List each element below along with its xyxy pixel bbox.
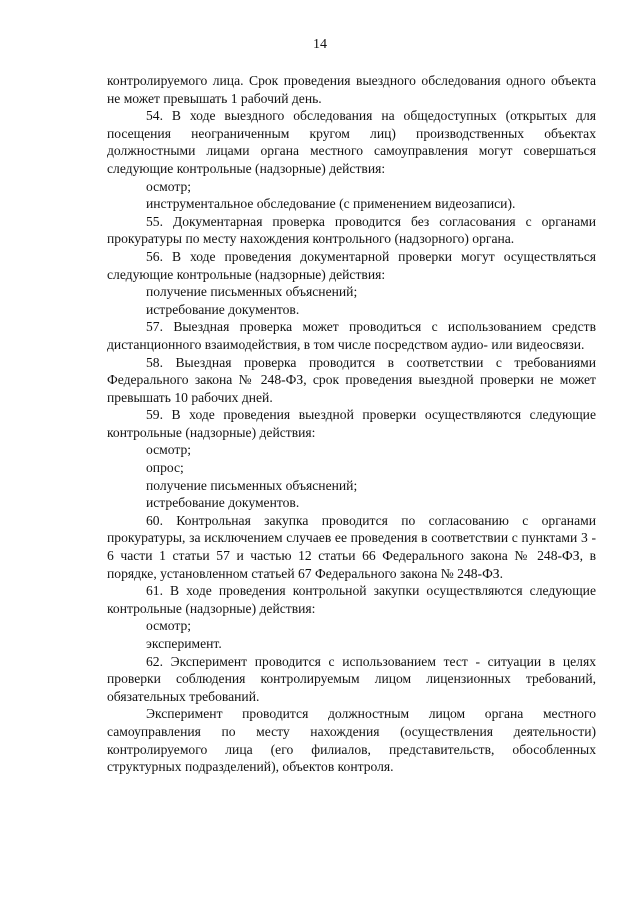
paragraph-62-experiment-location: Эксперимент проводится должностным лицом органа местного самоуправления по месту нахождения (осуществления деятельности) контролируемого лица (его филиалов, представительств, обособленных структурных подразделений), объектов контроля. <box>107 706 596 775</box>
paragraph-59: 59. В ходе проведения выездной проверки осуществляются следующие контрольные (надзорные) действия: <box>107 407 596 440</box>
list-item: истребование документов. <box>146 495 300 511</box>
paragraph-60: 60. Контрольная закупка проводится по согласованию с органами прокуратуры, за исключением случаев ее проведения в соответствии с пунктами 3 - 6 части 1 статьи 57 и частью 12 статьи 66 Федерального закона № 248-ФЗ, в порядке, установленном статьей 67 Федерального закона № 248-ФЗ. <box>107 512 596 581</box>
list-item: получение письменных объяснений; <box>146 477 358 493</box>
paragraph-56: 56. В ходе проведения документарной проверки могут осуществляться следующие контрольные (надзорные) действия: <box>107 248 596 282</box>
paragraph-54: 54. В ходе выездного обследования на общедоступных (открытых для посещения неограниченным кругом лиц) производственных объектах должностными лицами органа местного самоуправления могут совершаться следующие контрольные (надзорные) действия: <box>107 108 596 176</box>
list-item: осмотр; <box>146 618 192 634</box>
list-item: эксперимент. <box>146 636 222 651</box>
list-item: осмотр; <box>146 442 192 458</box>
paragraph-55: 55. Документарная проверка проводится без согласования с органами прокуратуры по месту нахождения контрольного (надзорного) органа. <box>107 213 596 247</box>
list-item: осмотр; <box>146 178 192 194</box>
list-item: получение письменных объяснений; <box>146 284 358 300</box>
paragraph-57: 57. Выездная проверка может проводиться с использованием средств дистанционного взаимодействия, в том числе посредством аудио- или видеосвязи. <box>107 319 596 352</box>
list-item: истребование документов. <box>146 301 300 317</box>
paragraph-continuation: контролируемого лица. Срок проведения выездного обследования одного объекта не может превышать 1 рабочий день. <box>107 73 596 106</box>
paragraph-58: 58. Выездная проверка проводится в соответствии с требованиями Федерального закона № 248-ФЗ, срок проведения выездной проверки не может превышать 10 рабочих дней. <box>107 354 596 405</box>
list-item: опрос; <box>146 460 184 476</box>
document-body <box>107 72 596 776</box>
paragraph-61: 61. В ходе проведения контрольной закупки осуществляются следующие контрольные (надзорные) действия: <box>107 583 596 616</box>
list-item: инструментальное обследование (с применением видеозаписи). <box>146 196 516 212</box>
paragraph-62: 62. Эксперимент проводится с использованием тест - ситуации в целях проверки соблюдения контролируемым лицом лицензионных требований, обязательных требований. <box>107 653 596 704</box>
page-number: 14 <box>313 37 327 52</box>
